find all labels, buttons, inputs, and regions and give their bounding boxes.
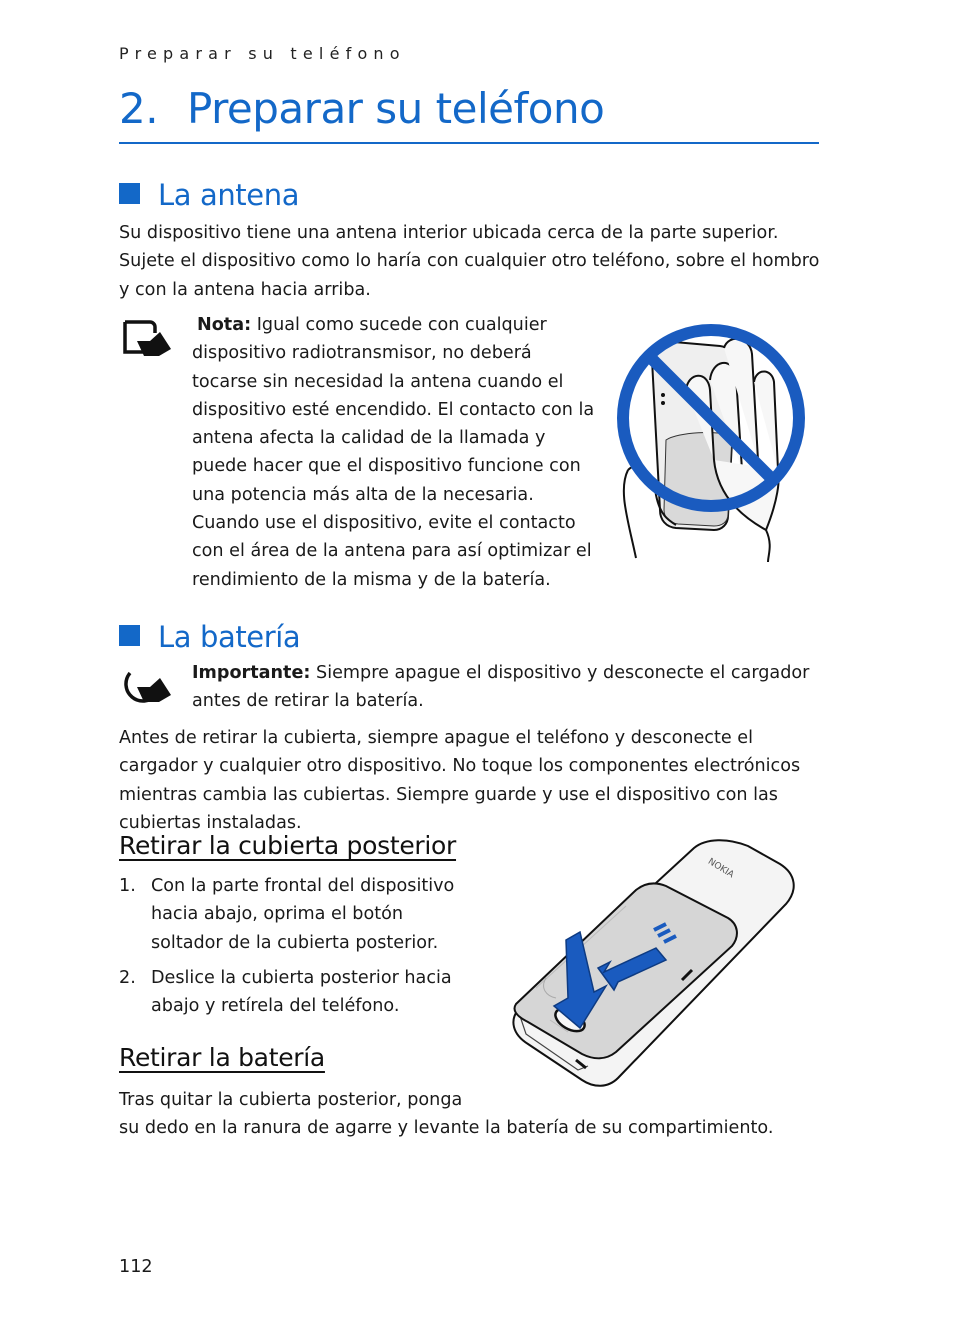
section-heading-antenna [119,178,299,212]
note-icon [120,319,174,359]
subheading-remove-cover: Retirar la cubierta posterior [119,831,457,860]
section-heading-antenna-text: La antena [158,178,300,212]
note-text: Igual como sucede con cualquier dispositivo radiotransmisor, no deberá tocarse sin necesidad la antena cuando el dispositivo esté encendido. El contacto con la antena afecta la calidad de la llamada y puede hacer que el dispositivo funcione con una potencia más alta de la necesaria. Cuando use el dispositivo, evite el contacto con el área de la antena para así optimizar el rendimiento de la misma y de la batería. [192,315,595,590]
battery-important [192,659,822,716]
remove-battery-line-1: Tras quitar la cubierta posterior, ponga [119,1090,463,1110]
subheading-remove-battery: Retirar la batería [119,1043,325,1072]
chapter-number: 2. [119,84,159,133]
battery-body: Antes de retirar la cubierta, siempre apague el teléfono y desconecte el cargador y cualquier otro dispositivo. No toque los componentes electrónicos mientras cambia las cubiertas. Siempre guarde y use el dispositivo con las cubiertas instaladas. [119,728,801,833]
remove-battery-text [119,1086,839,1143]
list-item: 2. Deslice la cubierta posterior hacia abajo y retírela del teléfono. [119,967,452,1017]
section-heading-battery-text: La batería [158,620,301,654]
remove-cover-steps [119,872,464,1020]
antenna-intro: Su dispositivo tiene una antena interior ubicada cerca de la parte superior. Sujete el dispositivo como lo haría con cualquier otro teléfono, sobre el hombro y con la antena hacia arriba. [119,223,820,300]
section-bullet-icon [119,625,140,646]
important-text: Siempre apague el dispositivo y desconecte el cargador antes de retirar la batería. [192,663,810,712]
chapter-title [119,84,604,133]
note-label: Nota: [197,315,252,335]
no-touch-antenna-hand-icon [608,320,814,562]
phone-back-cover-illustration [506,838,798,1090]
antenna-note [192,311,596,594]
running-head: Preparar su teléfono [119,44,406,63]
chapter-title-text: Preparar su teléfono [187,84,605,133]
title-rule [119,142,819,144]
important-icon [120,665,174,705]
important-label: Importante: [192,663,311,683]
section-heading-battery [119,620,300,654]
page-number: 112 [119,1257,153,1277]
section-bullet-icon [119,183,140,204]
phone-brand-text: NOKIA [705,856,736,881]
list-item: 1. Con la parte frontal del dispositivo hacia abajo, oprima el botón soltador de la cubierta posterior. [119,876,455,953]
remove-battery-line-2: su dedo en la ranura de agarre y levante la batería de su compartimiento. [119,1118,774,1139]
